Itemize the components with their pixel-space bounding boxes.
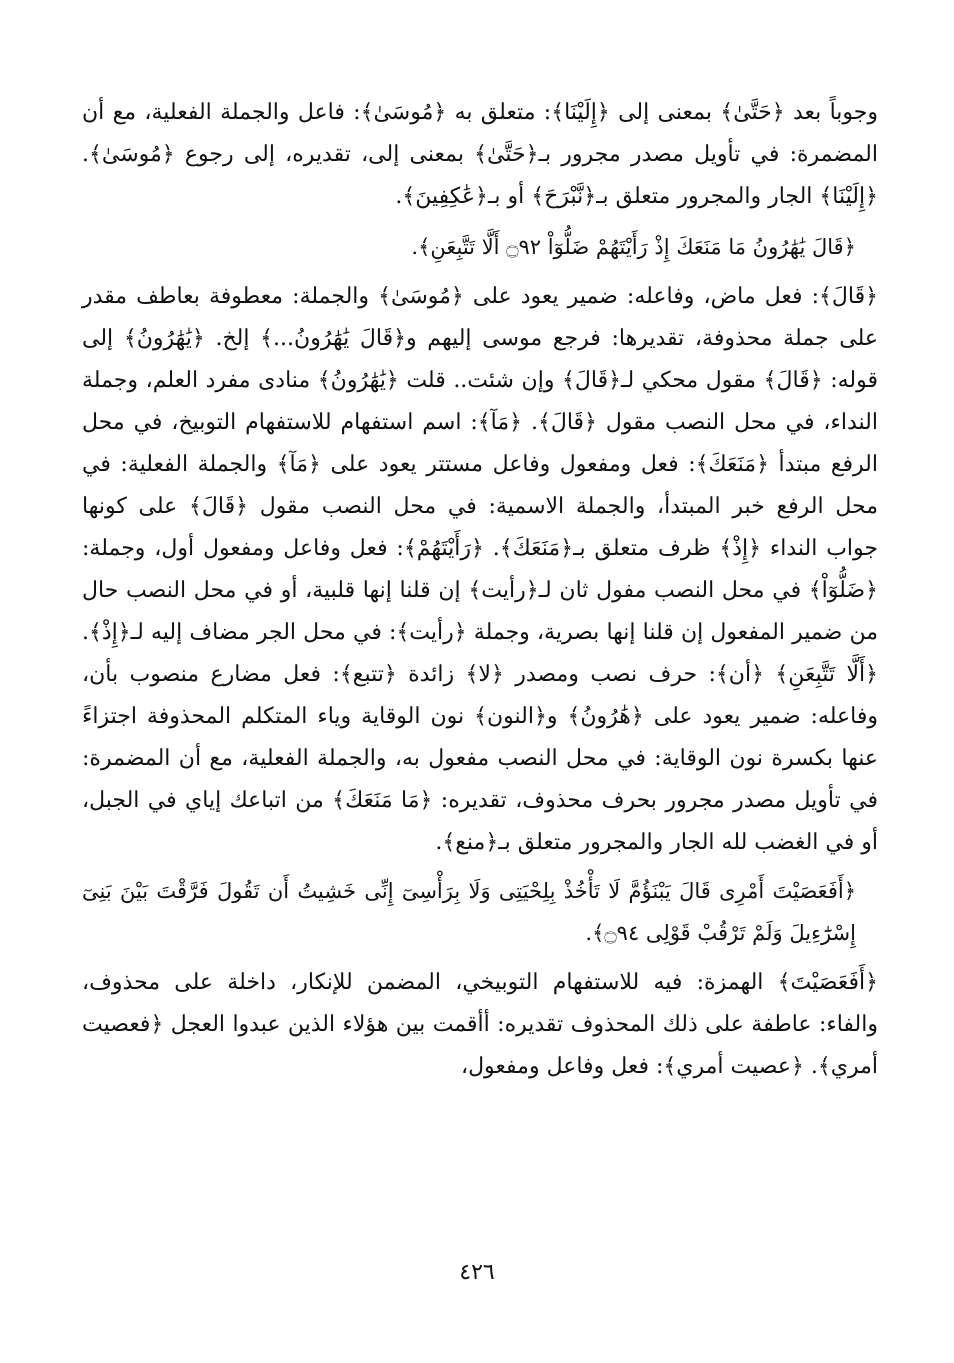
paragraph-analysis-afaasayta: ﴿أَفَعَصَيْتَ﴾ الهمزة: فيه للاستفهام التوبيخي، المضمن للإنكار، داخلة على محذوف، والفاء: عاطفة على ذلك المحذوف تقديره: أأقمت بين هؤلاء الذين عبدوا العجل ﴿فعصيت أمري﴾. ﴿عصيت أمري﴾: فعل وفاعل ومفعول، [82,970,878,1079]
page-number: ٤٢٦ [459,1260,495,1285]
quran-verse-93: ﴿أَفَعَصَيْتَ أَمْرِى قَالَ يَبْنَؤُمَّ لَا تَأْخُذْ بِلِحْيَتِى وَلَا بِرَأْسِىٓ إِنِّى خَشِيتُ أَن تَقُولَ فَرَّقْتَ بَيْنَ بَنِىٓ إِسْرَٰٓءِيلَ وَلَمْ تَرْقُبْ قَوْلِى ۝٩٤﴾. [82,879,856,945]
quran-verse-92: ﴿قَالَ يَٰهَٰرُونُ مَا مَنَعَكَ إِذْ رَأَيْتَهُمْ ضَلُّوٓاْ ۝٩٢ أَلَّا تَتَّبِعَنِ﴾. [411,235,856,259]
page-body [82,92,878,1088]
paragraph-analysis-qala: ﴿قَالَ﴾: فعل ماض، وفاعله: ضمير يعود على ﴿مُوسَىٰ﴾ والجملة: معطوفة بعاطف مقدر على جملة محذوفة، تقديرها: فرجع موسى إليهم و﴿قَالَ يَٰهَٰرُونُ...﴾ إلخ. ﴿يَٰهَٰرُونُ﴾ إلى قوله: ﴿قَالَ﴾ مقول محكي لـ﴿قَالَ﴾ وإن شئت.. قلت ﴿يَٰهَٰرُونُ﴾ منادى مفرد العلم، وجملة النداء، في محل النصب مقول ﴿قَالَ﴾. ﴿مَآ﴾: اسم استفهام للاستفهام التوبيخ، في محل الرفع مبتدأ ﴿مَنَعَكَ﴾: فعل ومفعول وفاعل مستتر يعود على ﴿مَآ﴾ والجملة الفعلية: في محل الرفع خبر المبتدأ، والجملة الاسمية: في محل النصب مقول ﴿قَالَ﴾ على كونها جواب النداء ﴿إِذْ﴾ ظرف متعلق بـ﴿مَنَعَكَ﴾. ﴿رَأَيْتَهُمْ﴾: فعل وفاعل ومفعول أول، وجملة: ﴿ضَلُّوٓاْ﴾ في محل النصب مفول ثان لـ﴿رأيت﴾ إن قلنا إنها قلبية، أو في محل النصب حال من ضمير المفعول إن قلنا إنها بصرية، وجملة ﴿رأيت﴾: في محل الجر مضاف إليه لـ﴿إِذْ﴾. ﴿أَلَّا تَتَّبِعَنِ﴾ ﴿أن﴾: حرف نصب ومصدر ﴿لا﴾ زائدة ﴿تتبع﴾: فعل مضارع منصوب بأن، وفاعله: ضمير يعود على ﴿هَٰرُونُ﴾ و﴿النون﴾ نون الوقاية وياء المتكلم المحذوفة اجتزاءً عنها بكسرة نون الوقاية: في محل النصب مفعول به، والجملة الفعلية، مع أن المضمرة: في تأويل مصدر مجرور بحرف محذوف، تقديره: ﴿مَا مَنَعَكَ﴾ من اتباعك إياي في الجبل، أو في الغضب لله الجار والمجرور متعلق بـ﴿منع﴾. [82,284,878,855]
paragraph-intro: وجوباً بعد ﴿حَتَّىٰ﴾ بمعنى إلى ﴿إِلَيْنَا﴾: متعلق به ﴿مُوسَىٰ﴾: فاعل والجملة الفعلية، مع أن المضمرة: في تأويل مصدر مجرور بـ﴿حَتَّىٰ﴾ بمعنى إلى، تقديره، إلى رجوع ﴿مُوسَىٰ﴾. ﴿إِلَيْنَا﴾ الجار والمجرور متعلق بـ﴿نَّبْرَحَ﴾ أو بـ﴿عَٰكِفِينَ﴾. [82,100,878,209]
